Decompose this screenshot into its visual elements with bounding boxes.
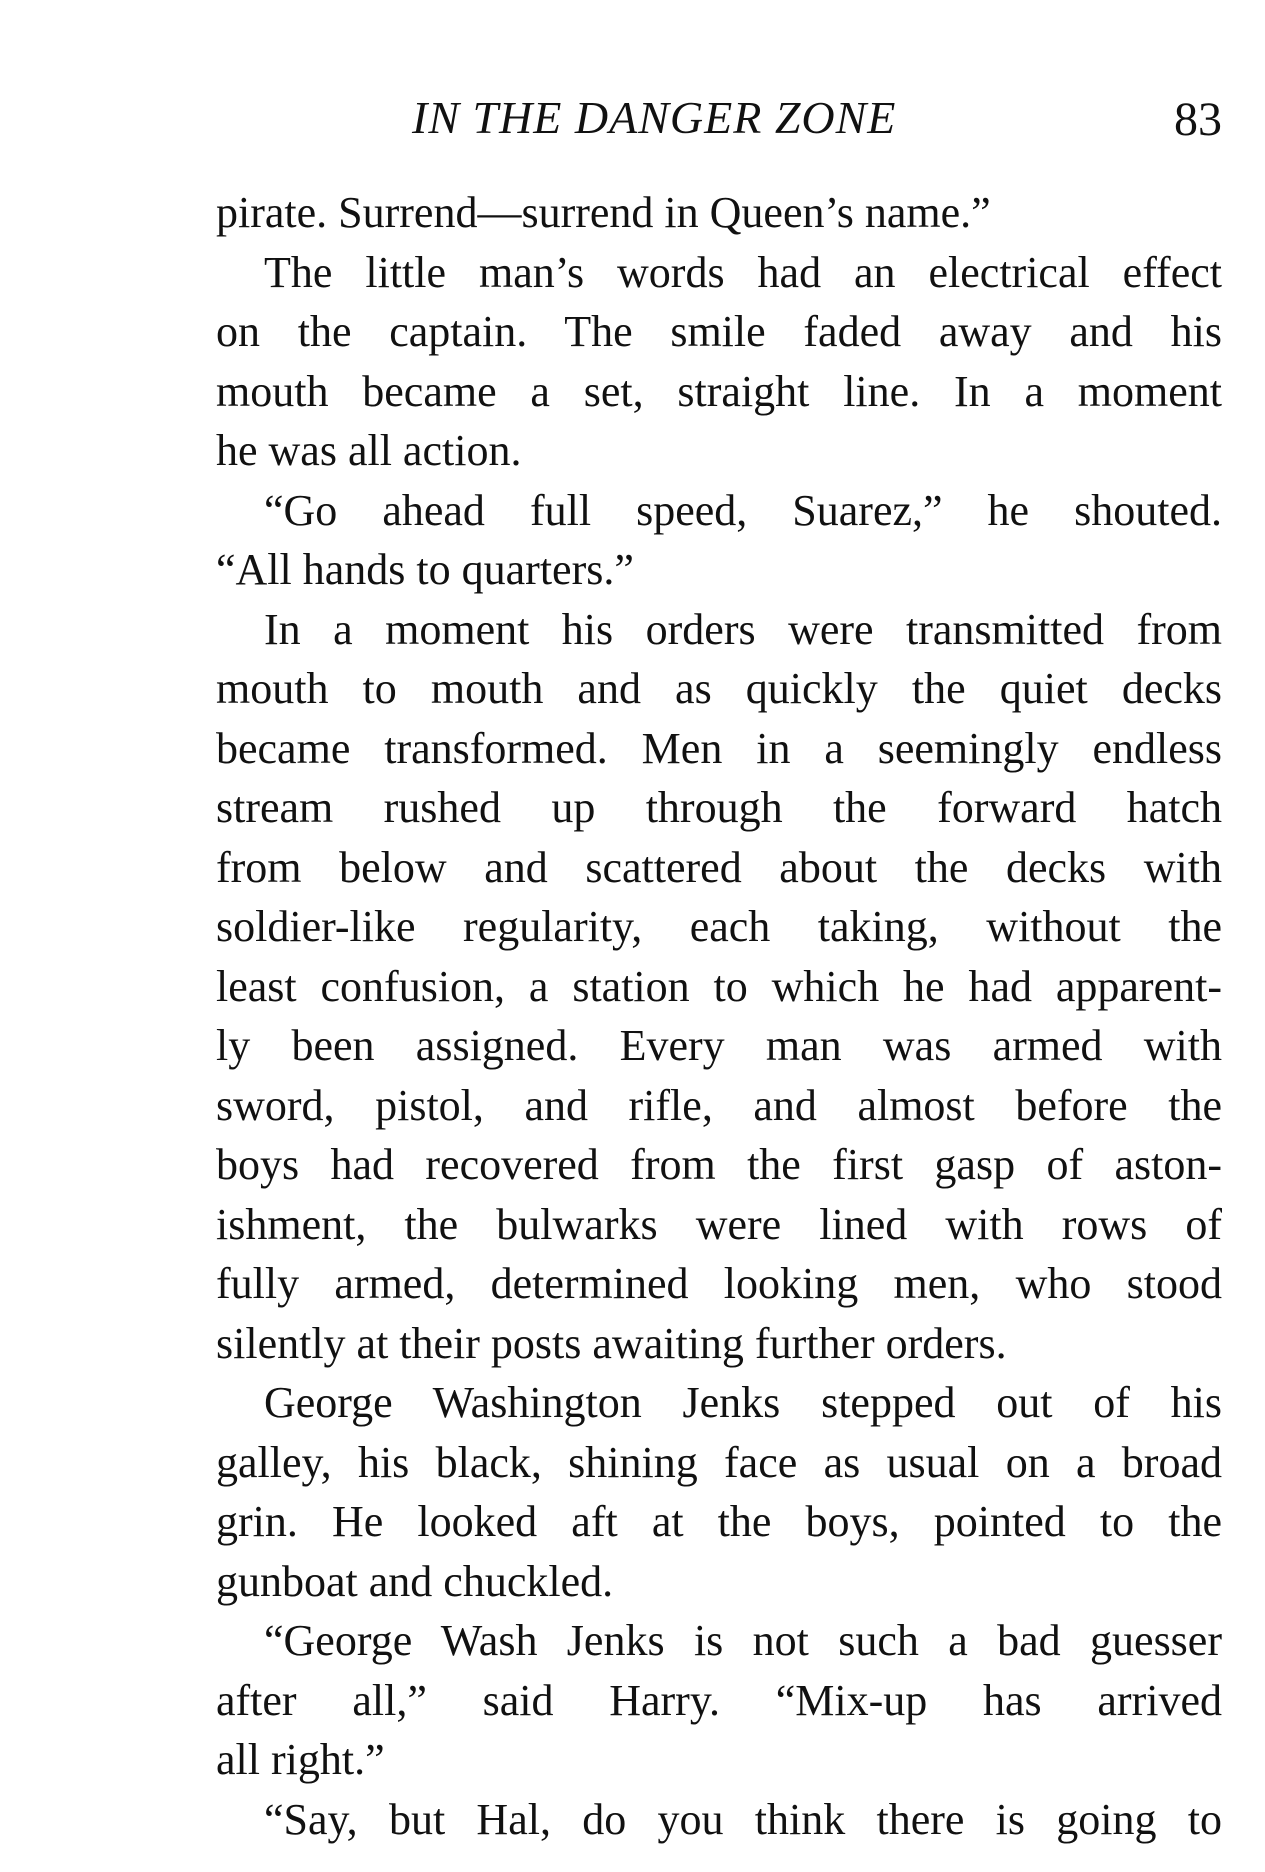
text-line: “All hands to quarters.” — [216, 545, 634, 594]
running-title: IN THE DANGER ZONE — [412, 92, 897, 143]
text-line: gunboat and chuckled. — [216, 1556, 614, 1606]
text-line: from below and scattered about the decks with — [216, 842, 1222, 892]
text-line: galley, his black, shining face as usual on a broad — [216, 1437, 1222, 1487]
text-line: George Washington Jenks stepped out of his — [264, 1378, 1222, 1427]
text-line: after all,” said Harry. “Mix-up has arrived — [216, 1675, 1222, 1725]
text-line: The little man’s words had an electrical effect — [264, 247, 1222, 297]
text-line: pirate. Surrend—surrend in Queen’s name.” — [216, 188, 991, 237]
text-line: mouth became a set, straight line. In a moment — [216, 366, 1222, 416]
text-line: stream rushed up through the forward hatch — [216, 783, 1222, 832]
text-line: In a moment his orders were transmitted from — [264, 604, 1222, 654]
text-line: least confusion, a station to which he had apparent- — [216, 961, 1222, 1011]
text-line: ishment, the bulwarks were lined with rows of — [216, 1199, 1222, 1249]
running-head — [216, 88, 1222, 148]
text-line: boys had recovered from the first gasp of aston- — [216, 1140, 1222, 1189]
text-line: all right.” — [216, 1735, 385, 1784]
body-text — [216, 183, 1222, 1849]
text-line: soldier-like regularity, each taking, without the — [216, 902, 1222, 951]
text-line: “George Wash Jenks is not such a bad guesser — [264, 1616, 1222, 1665]
text-line: on the captain. The smile faded away and his — [216, 307, 1222, 356]
text-line: mouth to mouth and as quickly the quiet decks — [216, 664, 1222, 713]
text-line: “Go ahead full speed, Suarez,” he shouted. — [264, 485, 1222, 535]
text-line: he was all action. — [216, 426, 522, 475]
text-line: fully armed, determined looking men, who stood — [216, 1259, 1222, 1308]
text-line: sword, pistol, and rifle, and almost before the — [216, 1080, 1222, 1130]
text-line: became transformed. Men in a seemingly endless — [216, 723, 1222, 773]
text-line: grin. He looked aft at the boys, pointed to the — [216, 1497, 1222, 1546]
text-line: “Say, but Hal, do you think there is going to — [264, 1794, 1222, 1844]
text-line: ly been assigned. Every man was armed with — [216, 1021, 1222, 1070]
text-line: silently at their posts awaiting further orders. — [216, 1318, 1007, 1368]
page-number: 83 — [1174, 93, 1222, 146]
